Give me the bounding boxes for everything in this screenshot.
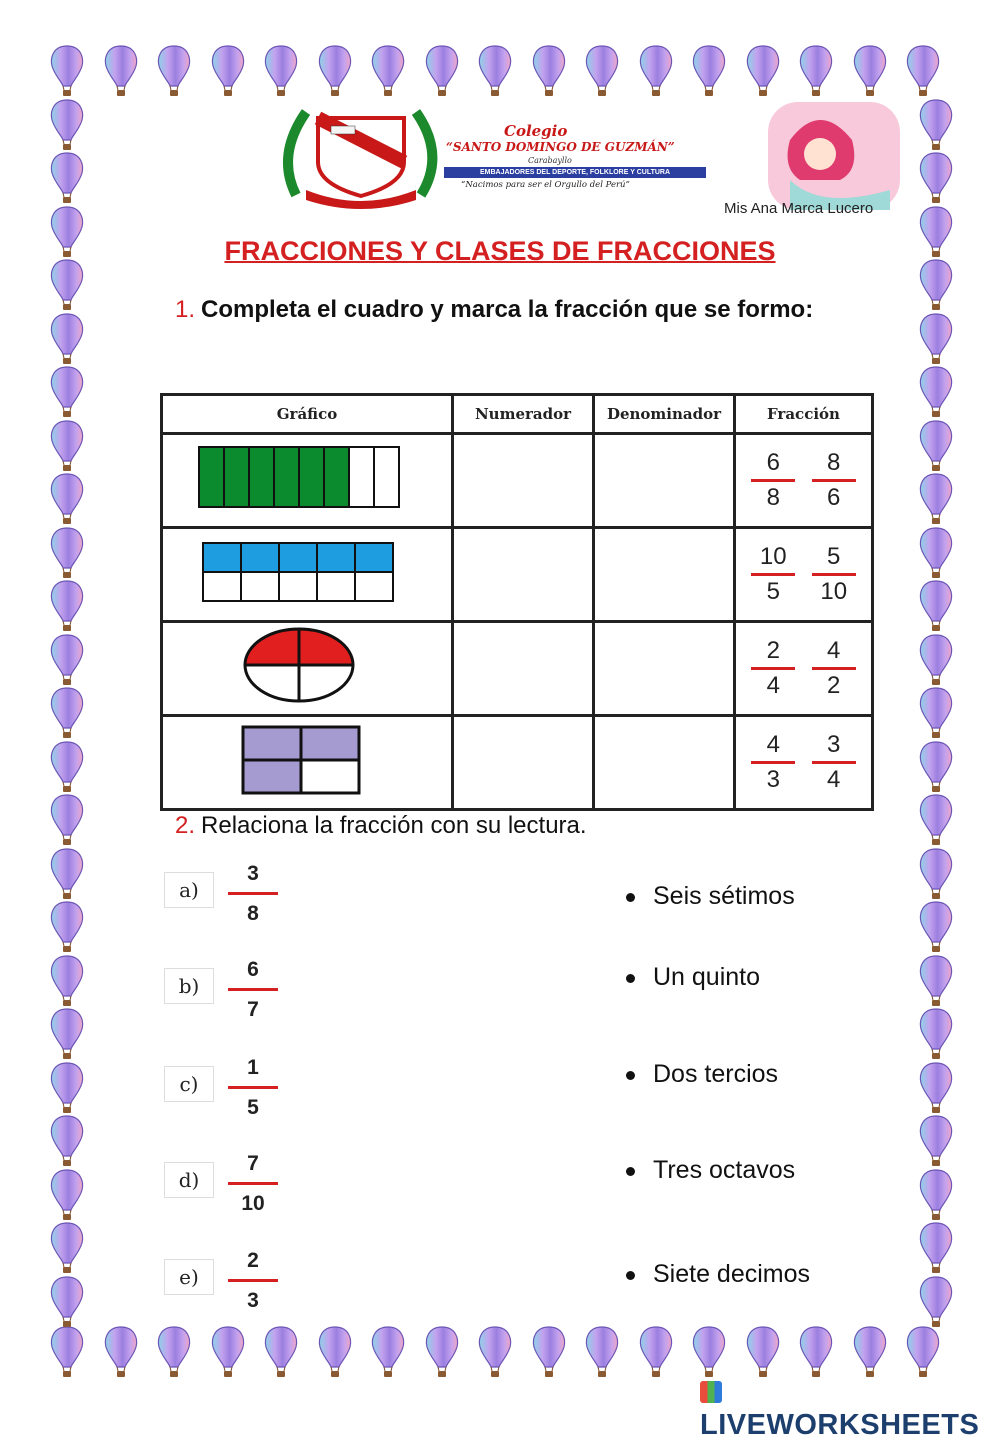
hot-air-balloon-icon xyxy=(918,847,954,901)
question-2 xyxy=(175,812,587,840)
question-1-text: Completa el cuadro y marca la fracción que se formo: xyxy=(201,296,814,323)
bullet-icon xyxy=(626,1167,635,1176)
hot-air-balloon-icon xyxy=(49,526,85,580)
hot-air-balloon-icon xyxy=(49,1007,85,1061)
reading-item[interactable]: Tres octavos xyxy=(626,1156,795,1185)
hot-air-balloon-icon xyxy=(263,1325,299,1379)
hot-air-balloon-icon xyxy=(531,44,567,98)
hot-air-balloon-icon xyxy=(918,365,954,419)
hot-air-balloon-icon xyxy=(918,312,954,366)
fraction-option[interactable]: $\frac{4}{3}$ xyxy=(745,731,801,794)
hot-air-balloon-icon xyxy=(49,312,85,366)
letter-label-c: c) xyxy=(164,1066,214,1102)
school-crest-icon xyxy=(276,100,716,212)
fraction-options-cell xyxy=(735,434,873,528)
hot-air-balloon-icon xyxy=(918,954,954,1008)
circle-quarters-graphic xyxy=(163,623,451,709)
letter-label-a: a) xyxy=(164,872,214,908)
hot-air-balloon-icon xyxy=(49,472,85,526)
page-title: FRACCIONES Y CLASES DE FRACCIONES xyxy=(224,236,776,266)
table-row xyxy=(162,434,873,528)
hot-air-balloon-icon xyxy=(638,44,674,98)
letter-label-d: d) xyxy=(164,1162,214,1198)
hot-air-balloon-icon xyxy=(49,579,85,633)
match-fraction-c[interactable]: 1 5 xyxy=(228,1056,278,1120)
bullet-icon xyxy=(626,1071,635,1080)
hot-air-balloon-icon xyxy=(49,793,85,847)
hot-air-balloon-icon xyxy=(49,1061,85,1115)
letter-label-e: e) xyxy=(164,1259,214,1295)
reading-item[interactable]: Siete decimos xyxy=(626,1260,810,1289)
hot-air-balloon-icon xyxy=(49,740,85,794)
hot-air-balloon-icon xyxy=(918,579,954,633)
hot-air-balloon-icon xyxy=(905,44,941,98)
hot-air-balloon-icon xyxy=(918,526,954,580)
hot-air-balloon-icon xyxy=(918,740,954,794)
hot-air-balloon-icon xyxy=(49,419,85,473)
hot-air-balloon-icon xyxy=(918,900,954,954)
hot-air-balloon-icon xyxy=(49,954,85,1008)
hot-air-balloon-icon xyxy=(638,1325,674,1379)
bar-tenths-graphic xyxy=(163,529,451,615)
question-1-number: 1. xyxy=(175,296,196,323)
hot-air-balloon-icon xyxy=(49,44,85,98)
hot-air-balloon-icon xyxy=(103,1325,139,1379)
denominator-input-cell[interactable] xyxy=(594,716,735,810)
hot-air-balloon-icon xyxy=(691,44,727,98)
header-grafico: Gráfico xyxy=(162,395,453,434)
reading-item[interactable]: Un quinto xyxy=(626,963,760,992)
fractions-table xyxy=(160,393,874,811)
hot-air-balloon-icon xyxy=(918,633,954,687)
teacher-picture xyxy=(760,100,910,212)
fraction-option[interactable]: $\frac{8}{6}$ xyxy=(806,449,862,512)
hot-air-balloon-icon xyxy=(745,44,781,98)
hot-air-balloon-icon xyxy=(918,1221,954,1275)
school-motto: “Nacimos para ser el Orgullo del Perú” xyxy=(461,180,630,190)
hot-air-balloon-icon xyxy=(918,419,954,473)
hot-air-balloon-icon xyxy=(531,1325,567,1379)
hot-air-balloon-icon xyxy=(49,900,85,954)
hot-air-balloon-icon xyxy=(798,44,834,98)
fraction-options-cell xyxy=(735,716,873,810)
hot-air-balloon-icon xyxy=(156,44,192,98)
hot-air-balloon-icon xyxy=(477,1325,513,1379)
hot-air-balloon-icon xyxy=(745,1325,781,1379)
hot-air-balloon-icon xyxy=(918,1275,954,1329)
reading-item[interactable]: Seis sétimos xyxy=(626,882,795,911)
princess-illustration-icon xyxy=(760,100,910,212)
table-row xyxy=(162,622,873,716)
hot-air-balloon-icon xyxy=(49,847,85,901)
table-row xyxy=(162,528,873,622)
numerator-input-cell[interactable] xyxy=(453,716,594,810)
question-2-text: Relaciona la fracción con su lectura. xyxy=(201,812,587,839)
hot-air-balloon-icon xyxy=(317,1325,353,1379)
hot-air-balloon-icon xyxy=(798,1325,834,1379)
bullet-icon xyxy=(626,893,635,902)
numerator-input-cell[interactable] xyxy=(453,528,594,622)
hot-air-balloon-icon xyxy=(905,1325,941,1379)
hot-air-balloon-icon xyxy=(49,1221,85,1275)
hot-air-balloon-icon xyxy=(918,1007,954,1061)
denominator-input-cell[interactable] xyxy=(594,622,735,716)
header-fraccion: Fracción xyxy=(735,395,873,434)
school-banner: EMBAJADORES DEL DEPORTE, FOLKLORE Y CULTURA xyxy=(444,167,706,178)
hot-air-balloon-icon xyxy=(210,1325,246,1379)
school-line1: Colegio xyxy=(504,122,568,140)
hot-air-balloon-icon xyxy=(49,1275,85,1329)
fraction-option[interactable]: $\frac{6}{8}$ xyxy=(745,449,801,512)
hot-air-balloon-icon xyxy=(156,1325,192,1379)
hot-air-balloon-icon xyxy=(918,1168,954,1222)
bullet-icon xyxy=(626,1271,635,1280)
hot-air-balloon-icon xyxy=(691,1325,727,1379)
hot-air-balloon-icon xyxy=(852,44,888,98)
hot-air-balloon-icon xyxy=(852,1325,888,1379)
hot-air-balloon-icon xyxy=(918,1061,954,1115)
hot-air-balloon-icon xyxy=(49,1114,85,1168)
graphic-cell xyxy=(162,434,453,528)
square-quarters-graphic xyxy=(163,717,451,803)
fraction-option[interactable]: $\frac{3}{4}$ xyxy=(806,731,862,794)
match-fraction-d[interactable]: 7 10 xyxy=(228,1152,278,1216)
header-numerador: Numerador xyxy=(453,395,594,434)
teacher-name: Mis Ana Marca Lucero xyxy=(724,200,874,217)
liveworksheets-logo-icon xyxy=(700,1381,722,1403)
graphic-cell xyxy=(162,622,453,716)
hot-air-balloon-icon xyxy=(49,1168,85,1222)
bullet-icon xyxy=(626,974,635,983)
hot-air-balloon-icon xyxy=(370,44,406,98)
fraction-options-cell xyxy=(735,622,873,716)
hot-air-balloon-icon xyxy=(424,44,460,98)
hot-air-balloon-icon xyxy=(49,98,85,152)
hot-air-balloon-icon xyxy=(49,686,85,740)
hot-air-balloon-icon xyxy=(370,1325,406,1379)
graphic-cell xyxy=(162,716,453,810)
hot-air-balloon-icon xyxy=(918,686,954,740)
question-2-number: 2. xyxy=(175,812,196,839)
match-fraction-b[interactable]: 6 7 xyxy=(228,958,278,1022)
hot-air-balloon-icon xyxy=(918,1114,954,1168)
hot-air-balloon-icon xyxy=(918,151,954,205)
hot-air-balloon-icon xyxy=(49,365,85,419)
hot-air-balloon-icon xyxy=(424,1325,460,1379)
table-row xyxy=(162,716,873,810)
hot-air-balloon-icon xyxy=(477,44,513,98)
denominator-input-cell[interactable] xyxy=(594,434,735,528)
hot-air-balloon-icon xyxy=(584,1325,620,1379)
hot-air-balloon-icon xyxy=(918,98,954,152)
liveworksheets-watermark: LIVEWORKSHEETS xyxy=(700,1376,1000,1442)
hot-air-balloon-icon xyxy=(103,44,139,98)
hot-air-balloon-icon xyxy=(49,151,85,205)
bar-eighths-graphic xyxy=(163,435,451,521)
fraction-option[interactable]: $\frac{5}{10}$ xyxy=(806,543,862,606)
hot-air-balloon-icon xyxy=(49,1325,85,1379)
numerator-input-cell[interactable] xyxy=(453,622,594,716)
numerator-input-cell[interactable] xyxy=(453,434,594,528)
match-fraction-e[interactable]: 2 3 xyxy=(228,1249,278,1313)
letter-label-b: b) xyxy=(164,968,214,1004)
graphic-cell xyxy=(162,528,453,622)
fraction-option[interactable]: $\frac{4}{2}$ xyxy=(806,637,862,700)
hot-air-balloon-icon xyxy=(317,44,353,98)
school-line2: “SANTO DOMINGO DE GUZMÁN” xyxy=(446,140,675,154)
hot-air-balloon-icon xyxy=(263,44,299,98)
reading-item[interactable]: Dos tercios xyxy=(626,1060,778,1089)
hot-air-balloon-icon xyxy=(210,44,246,98)
match-fraction-a[interactable]: 3 8 xyxy=(228,862,278,926)
fraction-options-cell xyxy=(735,528,873,622)
hot-air-balloon-icon xyxy=(918,472,954,526)
school-logo xyxy=(276,100,716,212)
hot-air-balloon-icon xyxy=(49,633,85,687)
fraction-option[interactable]: $\frac{2}{4}$ xyxy=(745,637,801,700)
hot-air-balloon-icon xyxy=(584,44,620,98)
question-1 xyxy=(175,292,815,328)
school-line3: Carabayllo xyxy=(528,156,572,165)
hot-air-balloon-icon xyxy=(918,793,954,847)
denominator-input-cell[interactable] xyxy=(594,528,735,622)
fraction-option[interactable]: $\frac{10}{5}$ xyxy=(745,543,801,606)
header-denominador: Denominador xyxy=(594,395,735,434)
